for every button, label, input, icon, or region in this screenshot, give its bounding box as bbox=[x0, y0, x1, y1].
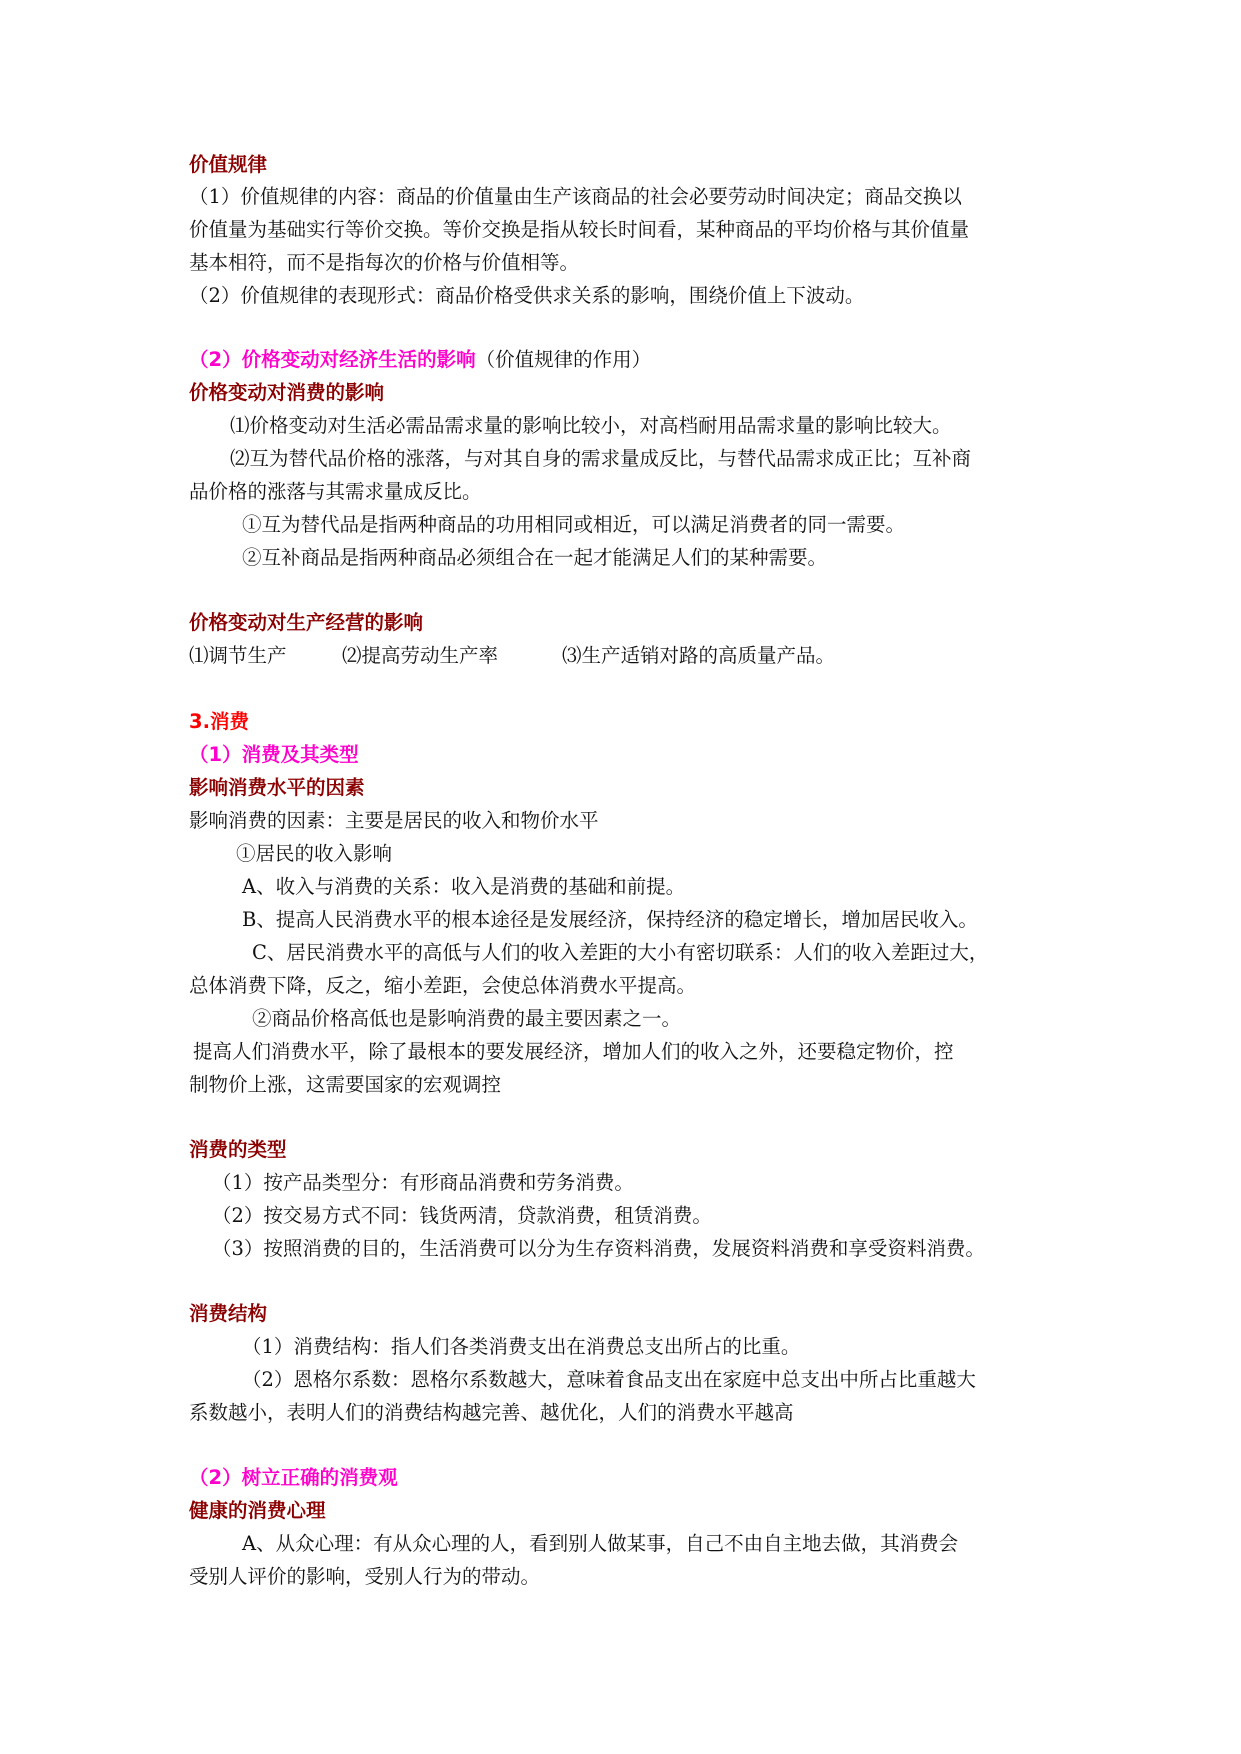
heading-text: （2）价格变动对经济生活的影响 bbox=[189, 348, 476, 371]
list-item: （1）消费结构：指人们各类消费支出在消费总支出所占的比重。 bbox=[242, 1335, 801, 1358]
list-item: ②互补商品是指两种商品必须组合在一起才能满足人们的某种需要。 bbox=[242, 546, 828, 569]
list-item: （1）按产品类型分：有形商品消费和劳务消费。 bbox=[212, 1171, 634, 1194]
subsection-heading: （2）树立正确的消费观 bbox=[189, 1466, 398, 1489]
subsection-heading: （1）消费及其类型 bbox=[189, 743, 359, 766]
section-heading-value-law: 价值规律 bbox=[189, 153, 268, 176]
production-items bbox=[189, 643, 835, 669]
paragraph-line: 基本相符，而不是指每次的价格与价值相等。 bbox=[189, 251, 580, 274]
list-item: B、提高人民消费水平的根本途径是发展经济，保持经济的稳定增长，增加居民收入。 bbox=[242, 908, 978, 931]
subsection-heading-price-impact bbox=[189, 347, 651, 373]
heading-note: （价值规律的作用） bbox=[475, 348, 652, 371]
section-heading-structure: 消费结构 bbox=[189, 1302, 268, 1325]
section-heading-consumption-impact: 价格变动对消费的影响 bbox=[189, 381, 385, 404]
list-item: （3）按照消费的目的，生活消费可以分为生存资料消费，发展资料消费和享受资料消费。 bbox=[212, 1237, 985, 1260]
list-item: ①互为替代品是指两种商品的功用相同或相近，可以满足消费者的同一需要。 bbox=[242, 513, 906, 536]
list-item: A、收入与消费的关系：收入是消费的基础和前提。 bbox=[242, 875, 686, 898]
paragraph-line: 制物价上涨，这需要国家的宏观调控 bbox=[189, 1073, 502, 1096]
chapter-heading-consumption: 3.消费 bbox=[189, 710, 249, 733]
list-item: ⑴价格变动对生活必需品需求量的影响比较小，对高档耐用品需求量的影响比较大。 bbox=[230, 414, 952, 437]
list-item: ⑵提高劳动生产率 bbox=[342, 644, 499, 667]
section-heading-production-impact: 价格变动对生产经营的影响 bbox=[189, 611, 424, 634]
list-item: （2）恩格尔系数：恩格尔系数越大，意味着食品支出在家庭中总支出中所占比重越大 bbox=[242, 1368, 976, 1391]
section-heading-types: 消费的类型 bbox=[189, 1138, 287, 1161]
list-item: ②商品价格高低也是影响消费的最主要因素之一。 bbox=[252, 1007, 682, 1030]
paragraph-line: 影响消费的因素：主要是居民的收入和物价水平 bbox=[189, 809, 599, 832]
paragraph-line: 总体消费下降，反之，缩小差距，会使总体消费水平提高。 bbox=[189, 974, 697, 997]
paragraph-line: 受别人评价的影响，受别人行为的带动。 bbox=[189, 1565, 541, 1588]
paragraph-line: （2）价值规律的表现形式：商品价格受供求关系的影响，围绕价值上下波动。 bbox=[189, 284, 865, 307]
paragraph-line: 系数越小，表明人们的消费结构越完善、越优化，人们的消费水平越高 bbox=[189, 1401, 794, 1424]
paragraph-line: 品价格的涨落与其需求量成反比。 bbox=[189, 480, 482, 503]
list-item: ⑵互为替代品价格的涨落，与对其自身的需求量成反比，与替代品需求成正比；互补商 bbox=[230, 447, 972, 470]
list-item: A、从众心理：有从众心理的人，看到别人做某事，自己不由自主地去做，其消费会 bbox=[242, 1532, 959, 1555]
list-item: ⑴调节生产 bbox=[189, 644, 287, 667]
section-heading-psychology: 健康的消费心理 bbox=[189, 1499, 326, 1522]
list-item: ①居民的收入影响 bbox=[236, 842, 393, 865]
paragraph-line: 提高人们消费水平，除了最根本的要发展经济，增加人们的收入之外，还要稳定物价，控 bbox=[193, 1040, 954, 1063]
list-item: （2）按交易方式不同：钱货两清，贷款消费，租赁消费。 bbox=[212, 1204, 712, 1227]
paragraph-line: （1）价值规律的内容：商品的价值量由生产该商品的社会必要劳动时间决定；商品交换以 bbox=[189, 185, 962, 208]
list-item: ⑶生产适销对路的高质量产品。 bbox=[562, 644, 836, 667]
section-heading-factors: 影响消费水平的因素 bbox=[189, 776, 365, 799]
paragraph-line: 价值量为基础实行等价交换。等价交换是指从较长时间看，某种商品的平均价格与其价值量 bbox=[189, 218, 970, 241]
list-item: C、居民消费水平的高低与人们的收入差距的大小有密切联系：人们的收入差距过大， bbox=[252, 941, 989, 964]
